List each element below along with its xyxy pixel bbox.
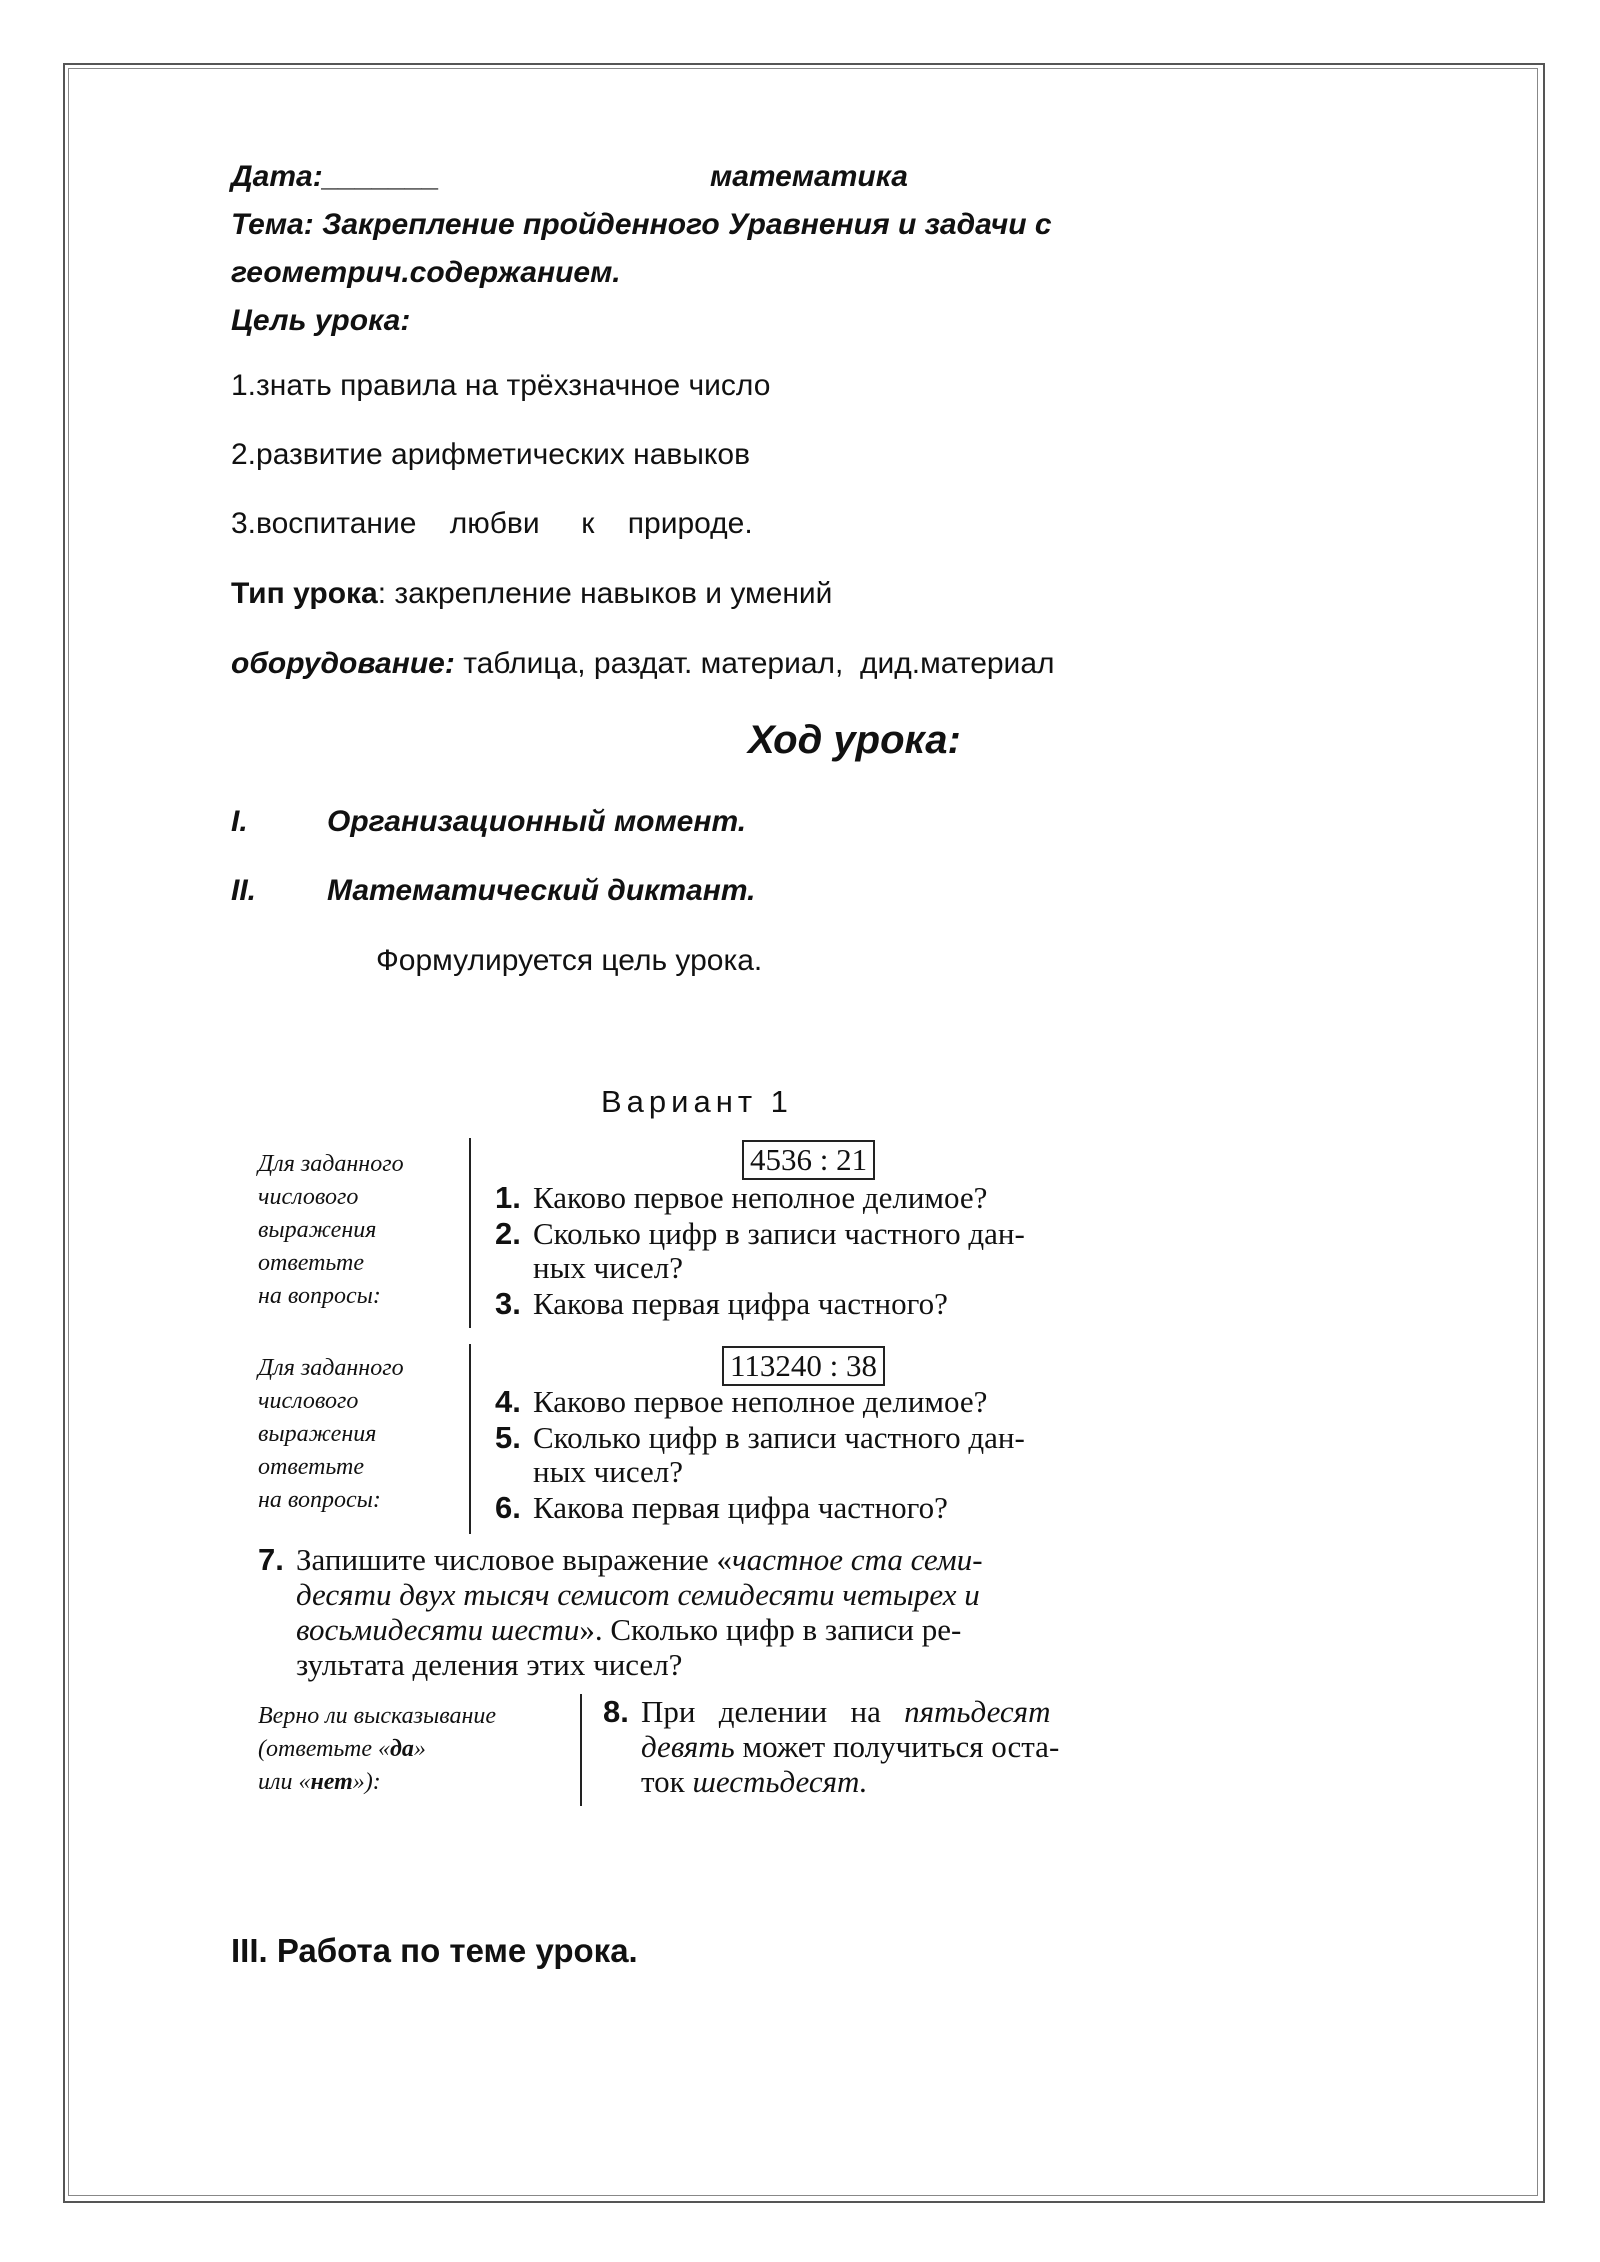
section-2-num: II. (231, 874, 257, 907)
question-1-text: Каково первое неполное делимое? (533, 1180, 988, 1215)
block1-side-4: ответьте (258, 1250, 365, 1276)
q8-side-yes: да (390, 1736, 414, 1762)
block1-expression: 4536 : 21 (742, 1140, 875, 1180)
block2-side-3: выражения (258, 1421, 377, 1447)
block1-side-2: числового (258, 1184, 359, 1210)
question-3-num: 3. (495, 1286, 521, 1321)
section-3-heading: III. Работа по теме урока. (231, 1932, 638, 1969)
question-6-text: Какова первая цифра частного? (533, 1490, 948, 1525)
question-7-text-c: восьмидесяти шести (296, 1612, 580, 1647)
block2-side-4: ответьте (258, 1454, 365, 1480)
section-1-num: I. (231, 805, 248, 838)
question-8-text-b: пятьдесят (904, 1694, 1051, 1729)
lesson-type-label: Тип урока (231, 577, 378, 610)
subject-label: математика (710, 160, 908, 193)
course-note: Формулируется цель урока. (376, 944, 763, 977)
question-8-line-3 (641, 1764, 868, 1799)
topic-line-1: Тема: Закрепление пройденного Уравнения и задачи с (231, 208, 1052, 241)
question-7-text-a: Запишите числовое выражение « (296, 1542, 732, 1577)
question-7-line-3 (296, 1612, 961, 1647)
goal-label: Цель урока: (231, 304, 411, 337)
question-7-line-4: зультата деления этих чисел? (296, 1647, 683, 1682)
question-7-text-d: ». Сколько цифр в записи ре- (579, 1612, 962, 1647)
question-6 (495, 1490, 948, 1526)
q8-side-1: Верно ли высказывание (258, 1703, 497, 1729)
question-1 (495, 1180, 987, 1216)
question-7-line-2: десяти двух тысяч семисот семидесяти четырех и (296, 1577, 980, 1612)
goal-item-2: 2.развитие арифметических навыков (231, 438, 751, 471)
lesson-type-line (231, 574, 832, 614)
question-4-text: Каково первое неполное делимое? (533, 1384, 988, 1419)
block2-side-2: числового (258, 1388, 359, 1414)
block2-expression: 113240 : 38 (722, 1346, 885, 1386)
question-8-text-a: При делении на (641, 1694, 905, 1729)
block1-side-5: на вопросы: (258, 1283, 381, 1309)
question-8-num: 8. (603, 1694, 629, 1729)
q8-side-3 (258, 1766, 381, 1799)
question-8-text-f: шестьдесят. (692, 1764, 868, 1799)
topic-line-2: геометрич.содержанием. (231, 256, 621, 289)
goal-item-3: 3.воспитание любви к природе. (231, 507, 753, 540)
block2-side-5: на вопросы: (258, 1487, 381, 1513)
q8-side-3c: »): (352, 1769, 381, 1795)
question-6-num: 6. (495, 1490, 521, 1525)
q8-side-2a: (ответьте « (258, 1736, 390, 1762)
q8-divider (580, 1694, 582, 1806)
question-8-text-c: девять (641, 1729, 735, 1764)
question-5-cont: ных чисел? (533, 1454, 683, 1489)
question-2-cont: ных чисел? (533, 1250, 683, 1285)
block1-divider (469, 1138, 471, 1328)
q8-side-no: нет (310, 1769, 353, 1795)
equipment-line (231, 644, 1055, 684)
question-2-text: Сколько цифр в записи частного дан- (533, 1216, 1025, 1251)
question-7-line-1 (258, 1542, 983, 1577)
lesson-type-value: : закрепление навыков и умений (377, 577, 833, 610)
question-8-line-1 (603, 1694, 1050, 1729)
question-1-num: 1. (495, 1180, 521, 1215)
course-title: Ход урока: (748, 718, 961, 762)
question-5-text: Сколько цифр в записи частного дан- (533, 1420, 1025, 1455)
section-2-text: Математический диктант. (327, 874, 756, 907)
question-5-num: 5. (495, 1420, 521, 1455)
question-8-text-e: ток (641, 1764, 693, 1799)
section-1-text: Организационный момент. (327, 805, 747, 838)
question-4 (495, 1384, 987, 1420)
question-2-num: 2. (495, 1216, 521, 1251)
question-4-num: 4. (495, 1384, 521, 1419)
question-7-text-b: частное ста семи- (731, 1542, 983, 1577)
question-7-num: 7. (258, 1542, 284, 1577)
variant-title: Вариант 1 (601, 1084, 793, 1119)
block1-side-3: выражения (258, 1217, 377, 1243)
q8-side-2c: » (413, 1736, 426, 1762)
block2-side-1: Для заданного (258, 1355, 404, 1381)
question-2 (495, 1216, 1025, 1252)
question-8-text-d: может получиться оста- (734, 1729, 1060, 1764)
block1-side-1: Для заданного (258, 1151, 404, 1177)
equipment-label: оборудование: (231, 647, 455, 680)
equipment-value: таблица, раздат. материал, дид.материал (454, 647, 1055, 680)
date-label: Дата:_______ (231, 160, 440, 193)
q8-side-3a: или « (258, 1769, 311, 1795)
question-3 (495, 1286, 948, 1322)
block2-divider (469, 1344, 471, 1534)
question-8-line-2 (641, 1729, 1059, 1764)
goal-item-1: 1.знать правила на трёхзначное число (231, 369, 771, 402)
q8-side-2 (258, 1733, 426, 1766)
question-3-text: Какова первая цифра частного? (533, 1286, 948, 1321)
question-5 (495, 1420, 1025, 1456)
